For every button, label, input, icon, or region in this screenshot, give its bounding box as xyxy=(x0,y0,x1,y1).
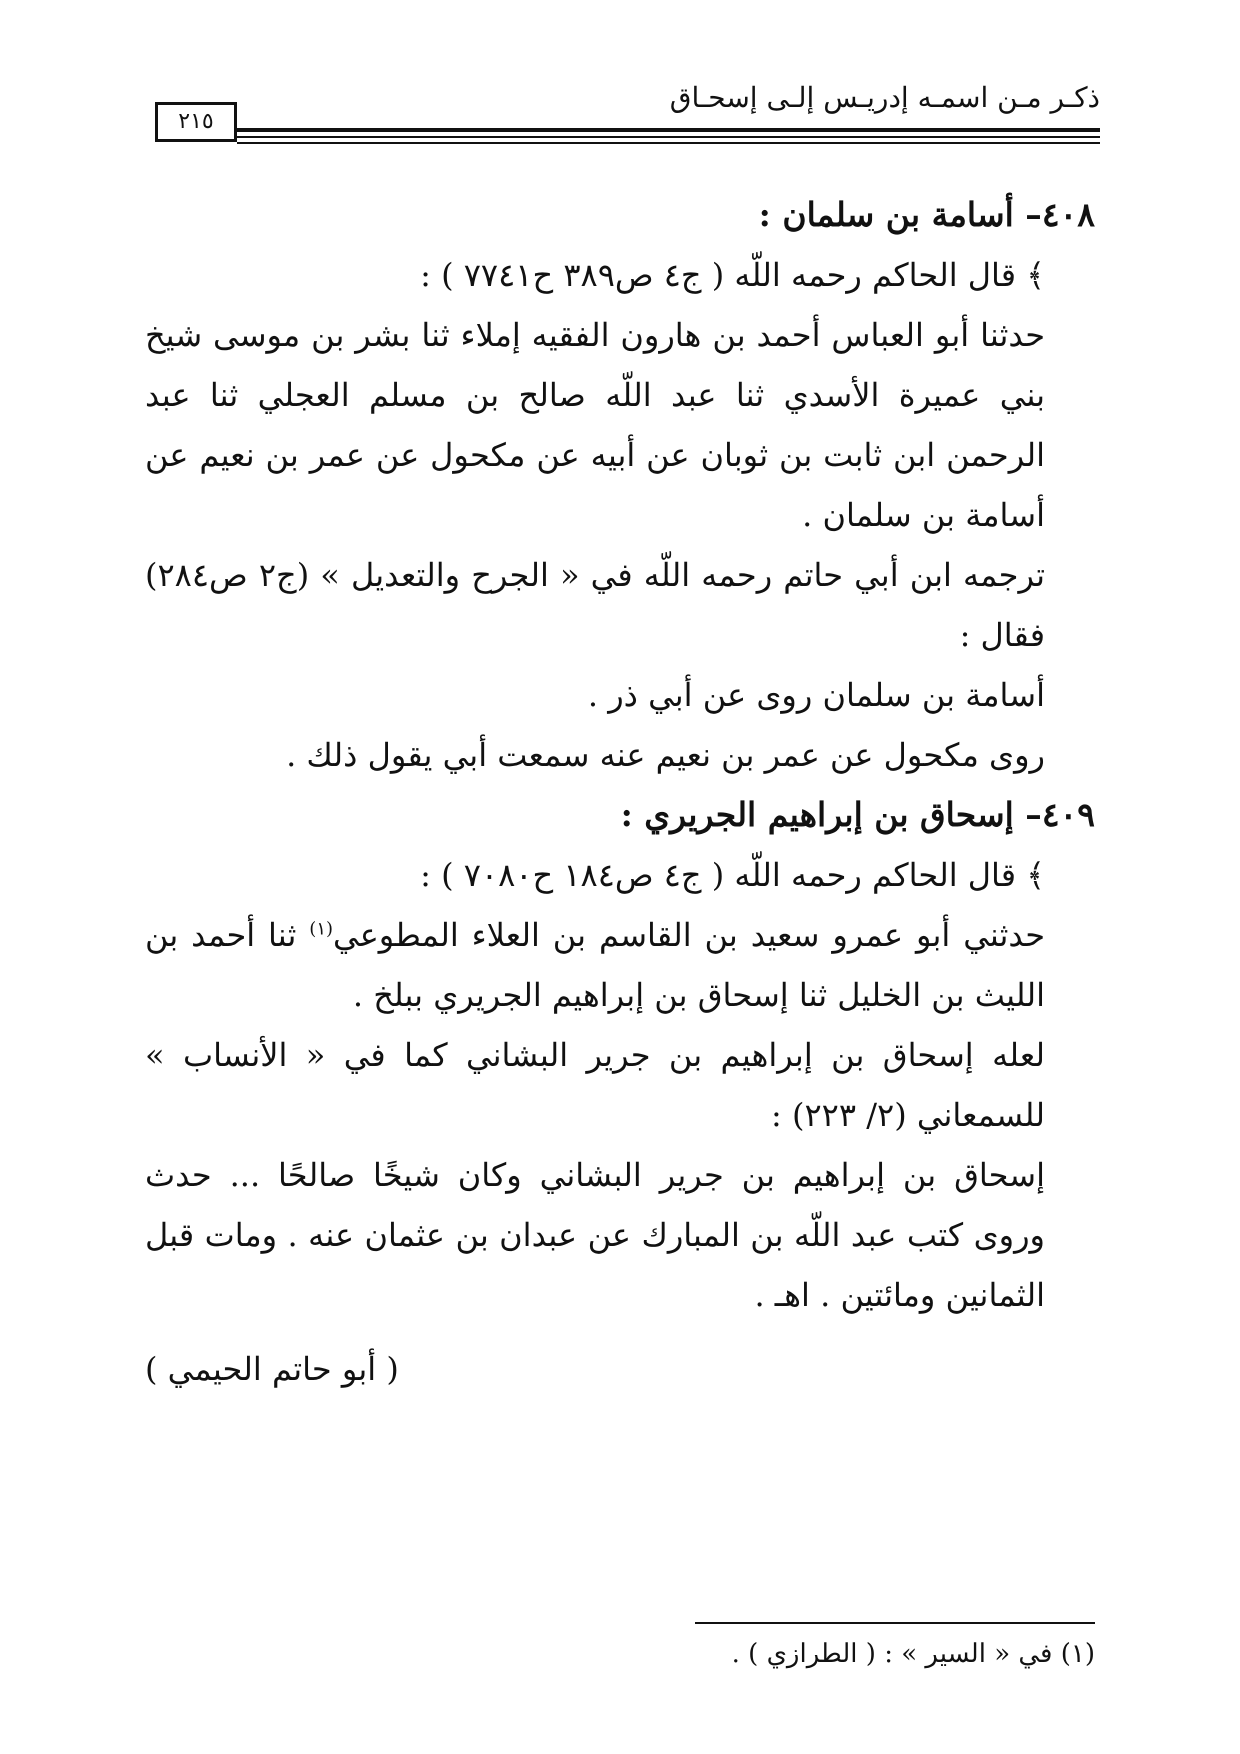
entry-commentary: ترجمه ابن أبي حاتم رحمه اللّه في « الجرح والتعديل » (ج٢ ص٢٨٤) فقال : xyxy=(145,556,1046,654)
entry-quote: أسامة بن سلمان روى عن أبي ذر . xyxy=(587,676,1045,714)
entry-heading: ٤٠٩– إسحاق بن إبراهيم الجريري : xyxy=(620,795,1095,834)
footnote-rule xyxy=(695,1622,1095,1624)
entry-narration: حدثنا أبو العباس أحمد بن هارون الفقيه إملاء ثنا بشر بن موسى شيخ بني عميرة الأسدي ثنا عبد اللّه صالح بن مسلم العجلي ثنا عبد الرحمن ابن ثابت بن ثوبان عن أبيه عن مكحول عن عمر بن نعيم عن أسامة بن سلمان . xyxy=(145,316,1045,534)
header-rule xyxy=(237,128,1100,132)
entry-narration xyxy=(145,905,1095,1025)
entry-heading: ٤٠٨– أسامة بن سلمان : xyxy=(758,195,1095,234)
entry-quote: إسحاق بن إبراهيم بن جرير البشاني وكان شيخًا صالحًا ... حدث وروى كتب عبد اللّه بن المبارك عن عبدان بن عثمان عنه . ومات قبل الثمانين ومائتين . اهـ . xyxy=(145,1156,1046,1314)
entry-commentary: لعله إسحاق بن إبراهيم بن جرير البشاني كما في « الأنساب » للسمعاني (٢/ ٢٢٣) : xyxy=(145,1036,1046,1134)
entry-citation: ﴾ قال الحاكم رحمه اللّه ( ج٤ ص٣٨٩ ح٧٧٤١ ) : xyxy=(420,256,1045,294)
header-rule xyxy=(237,142,1100,144)
header-rule xyxy=(237,136,1100,138)
narration-text: حدثني أبو عمرو سعيد بن القاسم بن العلاء المطوعي xyxy=(333,916,1046,954)
narration-text: ثنا أحمد بن الليث بن الخليل ثنا إسحاق بن إبراهيم الجريري ببلخ . xyxy=(145,916,1045,1014)
footnote-marker: (١) xyxy=(309,918,334,940)
entry-quote: روى مكحول عن عمر بن نعيم عنه سمعت أبي يقول ذلك . xyxy=(286,736,1045,774)
author-signature: ( أبو حاتم الحيمي ) xyxy=(145,1350,399,1388)
entry-citation: ﴾ قال الحاكم رحمه اللّه ( ج٤ ص١٨٤ ح٧٠٨٠ ) : xyxy=(420,856,1045,894)
page-number: ٢١٥ xyxy=(155,102,237,142)
running-header-title: ذكـر مـن اسمـه إدريـس إلـى إسحـاق xyxy=(669,81,1100,114)
footnote: (١) في « السير » : ( الطرازي ) . xyxy=(731,1639,1095,1669)
page-body xyxy=(145,185,1095,1399)
